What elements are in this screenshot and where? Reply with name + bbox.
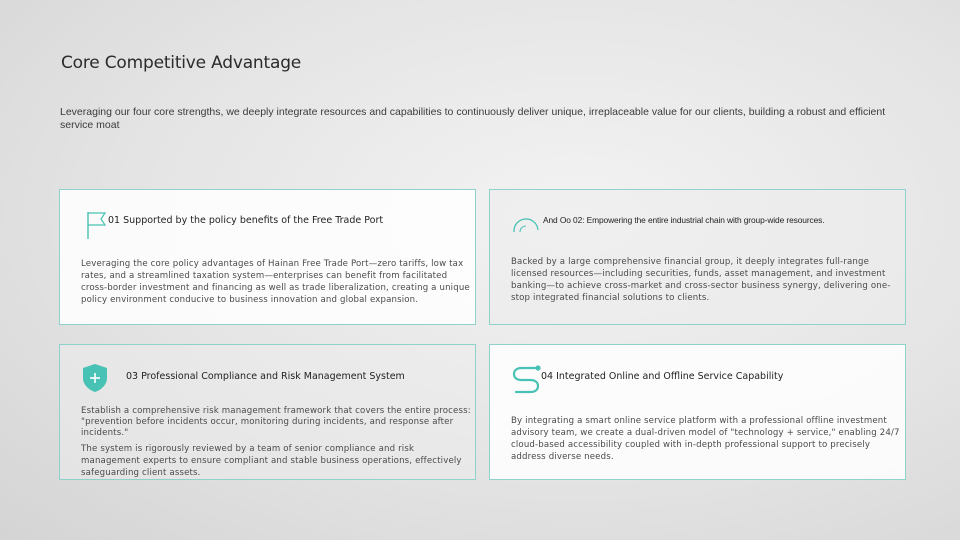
card-body — [511, 415, 903, 463]
page-title: Core Competitive Advantage — [61, 53, 302, 73]
card-paragraph: Establish a comprehensive risk management framework that covers the entire process: "prevention before incidents occur, monitoring during incidents, and response after incidents." — [81, 406, 471, 438]
page-subtitle: Leveraging our four core strengths, we deeply integrate resources and capabilities to continuously deliver unique, irreplaceable value for our clients, building a robust and efficient service moat — [60, 106, 886, 131]
flag-icon — [86, 210, 108, 240]
card-group-resources — [489, 189, 906, 325]
card-compliance-risk — [59, 344, 476, 480]
card-paragraph: The system is rigorously reviewed by a team of senior compliance and risk management experts to ensure compliant and stable business operations, effectively safeguarding client assets. — [81, 444, 462, 478]
card-body — [81, 258, 473, 306]
card-paragraph: Backed by a large comprehensive financial group, it deeply integrates full-range licensed resources—including securities, funds, asset management, and investment banking—to achieve cross-market and cross-sector business synergy, delivering one-stop integrated financial solutions to clients. — [511, 257, 891, 303]
card-body — [511, 256, 903, 304]
route-icon — [510, 364, 542, 394]
card-policy-benefits — [59, 189, 476, 325]
card-heading: And Oo 02: Empowering the entire industrial chain with group-wide resources. — [543, 215, 825, 225]
shield-plus-icon — [82, 363, 108, 393]
card-heading: 04 Integrated Online and Offline Service Capability — [541, 371, 784, 382]
card-heading: 03 Professional Compliance and Risk Management System — [126, 371, 405, 382]
arc-icon — [512, 214, 540, 234]
card-online-offline — [489, 344, 906, 480]
card-heading: 01 Supported by the policy benefits of the Free Trade Port — [108, 215, 384, 226]
card-paragraph: By integrating a smart online service platform with a professional offline investment advisory team, we create a dual-driven model of "technology + service," enabling 24/7 cloud-based accessibility coupled with in-depth professional support to precisely address diverse needs. — [511, 416, 900, 462]
card-body — [81, 406, 473, 479]
card-paragraph: Leveraging the core policy advantages of Hainan Free Trade Port—zero tariffs, low tax rates, and a streamlined taxation system—enterprises can benefit from facilitated cross-border investment and financing as well as trade liberalization, creating a unique policy environment conducive to business innovation and global expansion. — [81, 259, 470, 305]
